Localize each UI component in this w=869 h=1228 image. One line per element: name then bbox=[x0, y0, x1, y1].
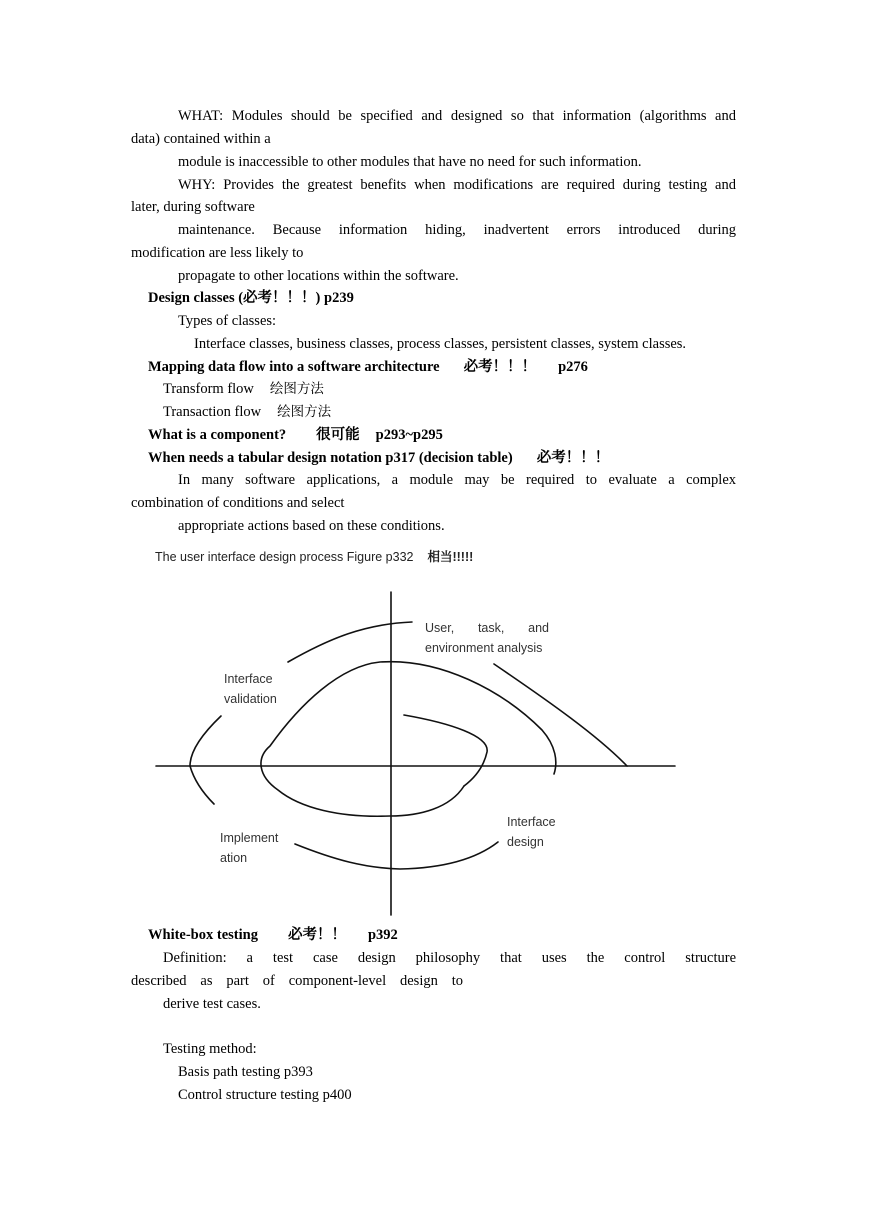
testing-method-label: Testing method: bbox=[163, 1041, 257, 1057]
testing-method-control-structure: Control structure testing p400 bbox=[178, 1087, 352, 1103]
whitebox-def-line-1: Definition: a test case design philosophy that uses the control structure bbox=[163, 950, 736, 966]
component-heading-text: What is a component? bbox=[148, 427, 287, 443]
component-heading bbox=[148, 426, 443, 444]
whitebox-def-line-2: described as part of component-level design to bbox=[131, 973, 463, 989]
transaction-flow bbox=[163, 403, 331, 421]
transform-flow-label: Transform flow bbox=[163, 381, 254, 397]
tabular-line-3: appropriate actions based on these conditions. bbox=[178, 518, 445, 534]
tabular-heading-text: When needs a tabular design notation p317 (decision table) bbox=[148, 450, 513, 466]
design-classes-heading: Design classes (必考！！！) p239 bbox=[148, 290, 354, 306]
why-line-4: modification are less likely to bbox=[131, 245, 304, 261]
label-interface-design bbox=[507, 812, 556, 852]
whitebox-def-line-3: derive test cases. bbox=[163, 996, 261, 1012]
tabular-line-1: In many software applications, a module may be required to evaluate a complex bbox=[178, 472, 736, 488]
label-interface-validation bbox=[224, 669, 277, 709]
figure-title-note: 相当!!!!! bbox=[427, 550, 474, 564]
mapping-heading bbox=[148, 358, 588, 376]
label-interface-design-line2: design bbox=[507, 835, 544, 849]
component-pages: p293~p295 bbox=[375, 427, 443, 443]
why-line-5: propagate to other locations within the software. bbox=[178, 268, 459, 284]
tabular-note: 必考！！！ bbox=[536, 450, 610, 466]
label-implementation-line1: Implement bbox=[220, 831, 279, 845]
why-line-1: WHY: Provides the greatest benefits when modifications are required during testing and bbox=[178, 177, 736, 193]
types-of-classes-list: Interface classes, business classes, process classes, persistent classes, system classes. bbox=[194, 336, 687, 352]
why-line-3: maintenance. Because information hiding, inadvertent errors introduced during bbox=[178, 222, 736, 238]
whitebox-page: p392 bbox=[367, 927, 398, 943]
component-note: 很可能 bbox=[316, 427, 360, 443]
mapping-note: 必考！！！ bbox=[463, 359, 537, 375]
spiral-tail bbox=[494, 664, 627, 766]
whitebox-heading bbox=[148, 926, 398, 944]
spiral-outer-top-arc bbox=[288, 622, 412, 662]
why-line-2: later, during software bbox=[131, 199, 255, 215]
transform-flow bbox=[163, 380, 324, 398]
label-task-word: task, bbox=[477, 621, 505, 635]
ui-design-process-figure bbox=[150, 540, 680, 920]
what-line-2: data) contained within a bbox=[131, 131, 271, 147]
label-environment-analysis: environment analysis bbox=[425, 641, 543, 655]
testing-method-basis-path: Basis path testing p393 bbox=[178, 1064, 313, 1080]
label-interface-validation-line1: Interface bbox=[224, 672, 273, 686]
what-line-1: WHAT: Modules should be specified and designed so that information (algorithms and bbox=[178, 108, 736, 124]
label-implementation bbox=[220, 828, 278, 868]
whitebox-heading-text: White-box testing bbox=[148, 927, 258, 943]
label-and-word: and bbox=[528, 621, 549, 635]
label-interface-design-line1: Interface bbox=[507, 815, 556, 829]
types-of-classes-label: Types of classes: bbox=[178, 313, 277, 329]
transaction-flow-label: Transaction flow bbox=[163, 404, 262, 420]
label-user-task-env bbox=[425, 618, 549, 658]
transaction-flow-note: 绘图方法 bbox=[277, 404, 332, 420]
whitebox-note: 必考！！ bbox=[287, 927, 346, 943]
label-interface-validation-line2: validation bbox=[224, 692, 277, 706]
label-user-word: User, bbox=[425, 621, 455, 635]
spiral-middle-loop bbox=[261, 662, 556, 817]
tabular-line-2: combination of conditions and select bbox=[131, 495, 345, 511]
spiral-outer-left-arc bbox=[190, 716, 221, 804]
mapping-heading-text: Mapping data flow into a software architecture bbox=[148, 359, 440, 375]
figure-title-text: The user interface design process Figure p332 bbox=[155, 550, 414, 564]
spiral-inner-hook bbox=[404, 715, 487, 786]
tabular-heading bbox=[148, 449, 609, 467]
label-implementation-line2: ation bbox=[220, 851, 248, 865]
spiral-outer-bottom-arc bbox=[295, 842, 498, 869]
what-line-3: module is inaccessible to other modules that have no need for such information. bbox=[178, 154, 642, 170]
mapping-page: p276 bbox=[558, 359, 588, 375]
transform-flow-note: 绘图方法 bbox=[269, 381, 324, 397]
